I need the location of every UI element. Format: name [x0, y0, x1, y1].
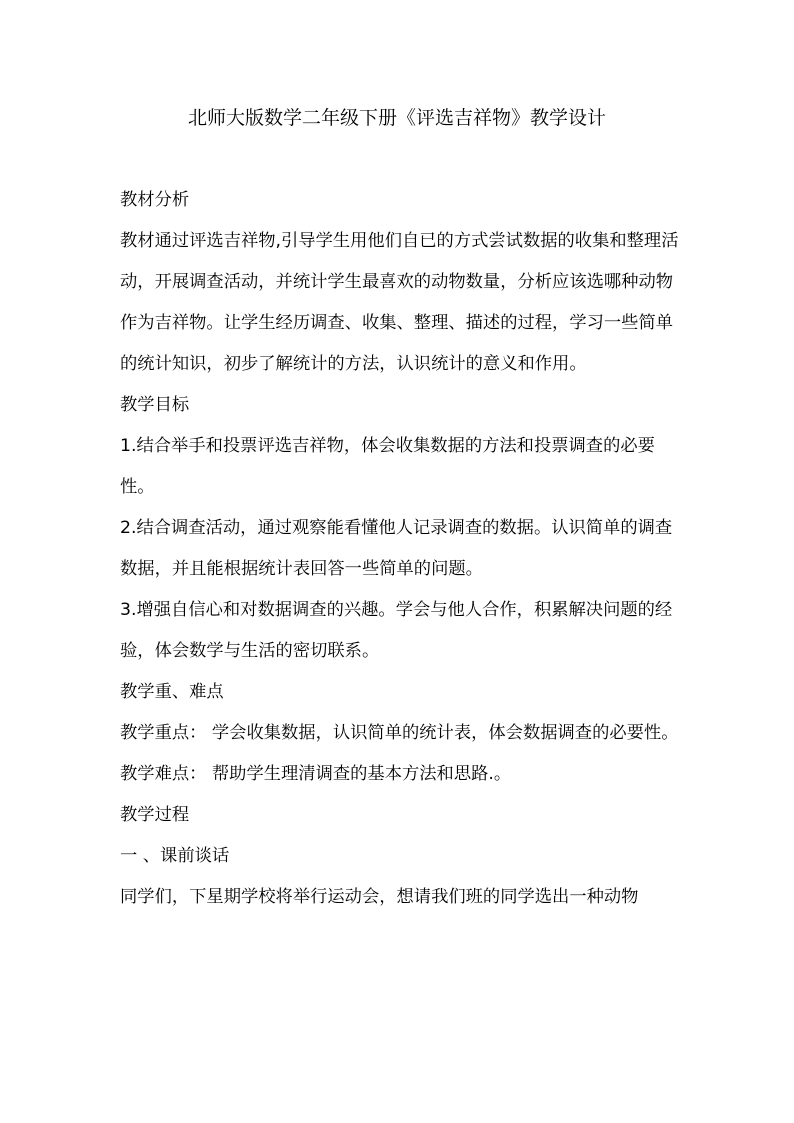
teaching-goals-heading: 教学目标 — [120, 395, 190, 415]
material-analysis-heading: 教材分析 — [120, 190, 190, 210]
difficult-point-paragraph: 教学难点： 帮助学生理清调查的基本方法和思路.。 — [120, 764, 512, 784]
teaching-goal-1: 1.结合举手和投票评选吉祥物，体会收集数据的方法和投票调查的必要性。 — [120, 436, 655, 497]
document-title: 北师大版数学二年级下册《评选吉祥物》教学设计 — [187, 107, 606, 129]
step-1-paragraph: 同学们，下星期学校将举行运动会，想请我们班的同学选出一种动物 — [120, 887, 639, 907]
key-difficult-points-heading: 教学重、难点 — [120, 682, 224, 702]
step-1-heading: 一 、课前谈话 — [120, 846, 230, 866]
key-point-paragraph: 教学重点： 学会收集数据，认识简单的统计表，体会数据调查的必要性。 — [120, 723, 679, 743]
teaching-process-heading: 教学过程 — [120, 805, 190, 825]
document-body — [120, 180, 680, 918]
material-analysis-paragraph: 教材通过评选吉祥物,引导学生用他们自已的方式尝试数据的收集和整理活动，开展调查活动，并统计学生最喜欢的动物数量，分析应该选哪种动物作为吉祥物。让学生经历调查、收集、整理、描述的过程，学习一些简单的统计知识，初步了解统计的方法，认识统计的意义和作用。 — [120, 231, 679, 374]
teaching-goal-2: 2.结合调查活动，通过观察能看懂他人记录调查的数据。认识简单的调查数据，并且能根据统计表回答一些简单的问题。 — [120, 518, 673, 579]
teaching-goal-3: 3.增强自信心和对数据调查的兴趣。学会与他人合作，积累解决问题的经验，体会数学与生活的密切联系。 — [120, 600, 673, 661]
